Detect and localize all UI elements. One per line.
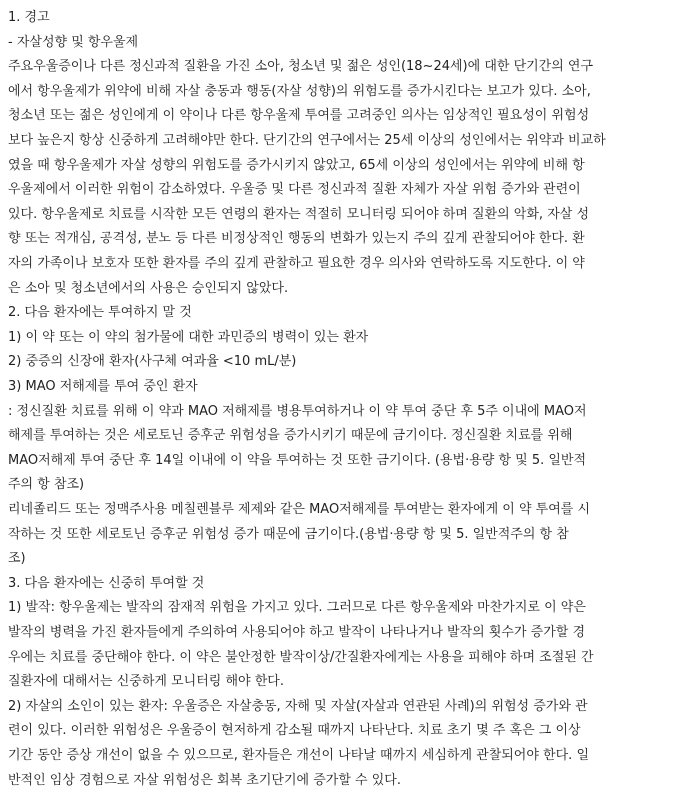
text-line: 1) 이 약 또는 이 약의 첨가물에 대한 과민증의 병력이 있는 환자 <box>8 329 369 345</box>
text-line: 은 소아 및 청소년에서의 사용은 승인되지 않았다. <box>8 280 289 296</box>
text-line: MAO저해제 투여 중단 후 14일 이내에 이 약을 투여하는 것 또한 금기이다. (용법·용량 항 및 5. 일반적 <box>8 452 587 468</box>
text-line: - 자살성향 및 항우울제 <box>8 34 139 50</box>
text-line: 발작의 병력을 가진 환자들에게 주의하여 사용되어야 하고 발작이 나타나거나 발작의 횟수가 증가할 경 <box>8 625 586 640</box>
text-line: 리네졸리드 또는 정맥주사용 메칠렌블루 제제와 같은 MAO저해제를 투여받는 환자에게 이 약 투여를 시 <box>8 502 591 517</box>
text-line: 였을 때 항우울제가 자살 성향의 위험도를 증가시키지 않았고, 65세 이상의 성인에서는 위약에 비해 항 <box>8 157 585 173</box>
text-line: 에서 항우울제가 위약에 비해 자살 충동과 행동(자살 성향)의 위험도를 증가시킨다는 보고가 있다. 소아, <box>8 83 591 99</box>
text-line: 우울제에서 이러한 위험이 감소하였다. 우울증 및 다른 정신과적 질환 자체가 자살 위험 증가와 관련이 <box>8 182 581 198</box>
text-line: 주요우울증이나 다른 정신과적 질환을 가진 소아, 청소년 및 젊은 성인(18~24세)에 대한 단기간의 연구 <box>8 59 594 75</box>
text-line: 2) 중증의 신장애 환자(사구체 여과율 <10 mL/분) <box>8 354 297 370</box>
text-line: 주의 항 참조) <box>8 477 85 493</box>
text-line: 1) 발작: 항우울제는 발작의 잠재적 위험을 가지고 있다. 그러므로 다른 항우울제와 마찬가지로 이 약은 <box>8 600 586 616</box>
text-line: 해제를 투여하는 것은 세로토닌 증후군 위험성을 증가시키기 때문에 금기이다. 정신질환 치료를 위해 <box>8 428 573 444</box>
text-line: 질환자에 대해서는 신중하게 모니터링 해야 한다. <box>8 674 284 690</box>
text-line: 1. 경고 <box>8 10 50 25</box>
text-line: 반적인 임상 경험으로 자살 위험성은 회복 초기단기에 증가할 수 있다. <box>8 772 401 788</box>
text-line: 청소년 또는 젊은 성인에게 이 약이나 다른 항우울제 투여를 고려중인 의사는 임상적인 필요성이 위험성 <box>8 108 590 124</box>
text-line: 3. 다음 환자에는 신중히 투여할 것 <box>8 575 205 591</box>
text-line: 우에는 치료를 중단해야 한다. 이 약은 불안정한 발작이상/간질환자에게는 사용을 피해야 하며 조절된 간 <box>8 649 594 665</box>
text-line: 있다. 항우울제로 치료를 시작한 모든 연령의 환자는 적절히 모니터링 되어야 하며 질환의 악화, 자살 성 <box>8 206 589 222</box>
text-line: 조) <box>8 551 26 567</box>
text-line: 2) 자살의 소인이 있는 환자: 우울증은 자살충동, 자해 및 자살(자살과 연관된 사례)의 위험성 증가와 관 <box>8 698 588 714</box>
text-line: 향 또는 적개심, 공격성, 분노 등 다른 비정상적인 행동의 변화가 있는지 주의 깊게 관찰되어야 한다. 환 <box>8 231 585 247</box>
text-line: : 정신질환 치료를 위해 이 약과 MAO 저해제를 병용투여하거나 이 약 투여 중단 후 5주 이내에 MAO저 <box>8 403 587 419</box>
text-line: 자의 가족이나 보호자 또한 환자를 주의 깊게 관찰하고 필요한 경우 의사와 연락하도록 지도한다. 이 약 <box>8 256 585 271</box>
text-line: 련이 있다. 이러한 위험성은 우울증이 현저하게 감소될 때까지 나타난다. 치료 초기 몇 주 혹은 그 이상 <box>8 723 581 739</box>
text-line: 보다 높은지 항상 신중하게 고려해야만 한다. 단기간의 연구에서는 25세 이상의 성인에서는 위약과 비교하 <box>8 133 606 148</box>
text-line: 기간 동안 증상 개선이 없을 수 있으므로, 환자들은 개선이 나타날 때까지 세심하게 관찰되어야 한다. 일 <box>8 748 589 763</box>
text-line: 작하는 것 또한 세로토닌 증후군 위험성 증가 때문에 금기이다.(용법·용량 항 및 5. 일반적주의 항 참 <box>8 526 569 542</box>
text-line: 3) MAO 저해제를 투여 중인 환자 <box>8 379 198 394</box>
text-line: 2. 다음 환자에는 투여하지 말 것 <box>8 305 192 321</box>
